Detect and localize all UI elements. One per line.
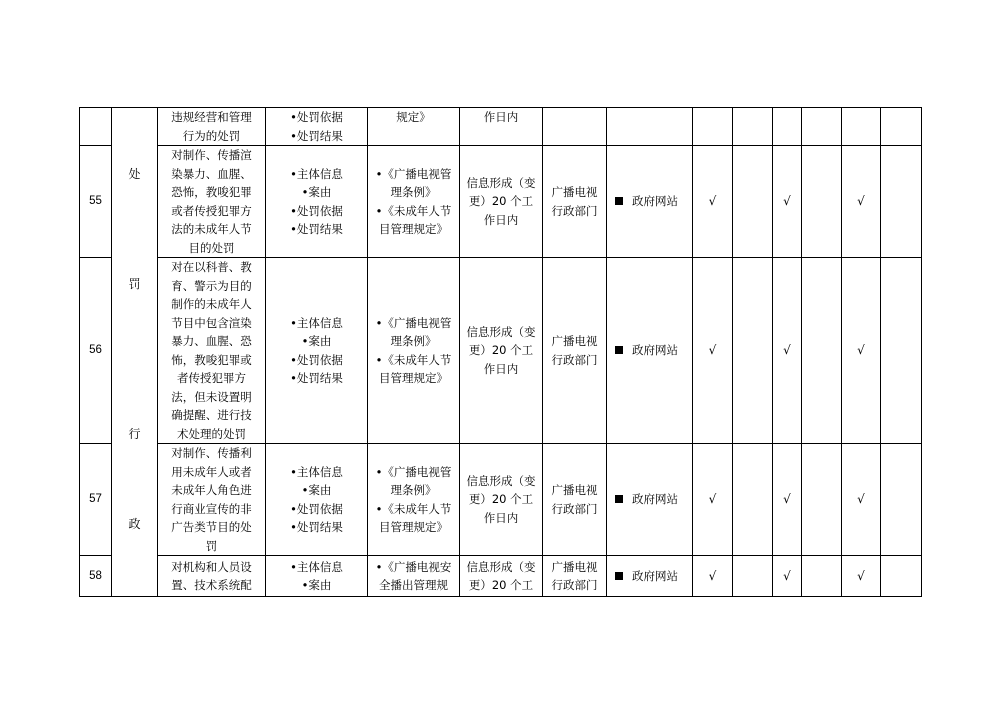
- check-cell: [842, 108, 881, 146]
- checkmark-icon: √: [783, 568, 791, 583]
- subject-line: 行政部门: [551, 352, 598, 367]
- content-line: •处罚依据: [290, 203, 343, 218]
- checkmark-icon: √: [708, 194, 717, 209]
- channel-label: 政府网站: [632, 568, 678, 583]
- content-line: •处罚结果: [290, 520, 343, 534]
- matter-line: 制作的未成年人: [171, 297, 252, 311]
- matter-line: 确提醒、进行技: [171, 408, 252, 422]
- time-line: 信息形成（变: [466, 175, 536, 190]
- content-line: •案由: [301, 578, 332, 592]
- check-cell: [842, 444, 881, 556]
- check-cell: [773, 444, 802, 556]
- table-row: [80, 108, 922, 146]
- matter-line: 对制作、传播渲: [171, 148, 252, 162]
- matter-line: 用未成年人或者: [171, 464, 252, 479]
- row-number: 55: [80, 146, 112, 258]
- checkmark-icon: √: [857, 194, 865, 209]
- matter-line: 恐怖，教唆犯罪: [171, 185, 252, 199]
- channel-label: 政府网站: [632, 492, 678, 507]
- check-cell: [733, 556, 773, 597]
- check-cell: [802, 108, 842, 146]
- matter-line: 染暴力、血腥、: [171, 166, 252, 181]
- check-cell: [881, 444, 922, 556]
- subject-cell: [543, 444, 607, 556]
- row-number: [80, 108, 112, 146]
- subject-line: 广播电视: [551, 185, 598, 199]
- check-cell: [802, 556, 842, 597]
- time-cell: [460, 146, 543, 258]
- time-cell: [460, 108, 543, 146]
- content-line: •主体信息: [290, 559, 343, 574]
- time-line: 作日内: [483, 361, 519, 376]
- content-line: •处罚依据: [290, 110, 343, 124]
- matter-line: 暴力、血腥、恐: [171, 334, 252, 348]
- content-line: •处罚结果: [290, 371, 343, 385]
- matter-line: 法的未成年人节: [171, 222, 252, 236]
- matter-line: 者传授犯罪方: [177, 371, 246, 385]
- content-line: •案由: [301, 334, 332, 348]
- checkmark-icon: √: [708, 343, 717, 358]
- checkmark-icon: √: [857, 343, 865, 358]
- time-cell: [460, 444, 543, 556]
- check-cell: [773, 556, 802, 597]
- matter-line: 置、技术系统配: [171, 578, 252, 592]
- basis-line: •《广播电视管: [375, 315, 452, 330]
- content-cell: [266, 108, 368, 146]
- channel-cell: [607, 258, 693, 444]
- time-line: 信息形成（变: [466, 559, 536, 574]
- matter-line: 育、警示为目的: [171, 278, 252, 293]
- subject-cell: [543, 556, 607, 597]
- check-cell: [693, 258, 733, 444]
- check-cell: [881, 108, 922, 146]
- row-number: 58: [80, 556, 112, 597]
- content-line: •处罚结果: [290, 128, 343, 143]
- table-row: [80, 444, 922, 556]
- basis-line: 理条例》: [390, 483, 437, 497]
- subject-line: 行政部门: [551, 501, 598, 516]
- channel-cell: [607, 556, 693, 597]
- checkmark-icon: √: [708, 568, 717, 583]
- matter-cell: [158, 258, 266, 444]
- check-cell: [842, 556, 881, 597]
- subject-cell: [543, 258, 607, 444]
- matter-line: 术处理的处罚: [177, 426, 246, 441]
- content-cell: [266, 258, 368, 444]
- subject-cell: [543, 146, 607, 258]
- matter-cell: [158, 108, 266, 146]
- table-row: [80, 146, 922, 258]
- disclosure-table: [79, 107, 922, 597]
- square-bullet-icon: [615, 197, 623, 205]
- content-line: •处罚依据: [290, 501, 343, 516]
- basis-cell: [368, 108, 460, 146]
- category-cell: [112, 108, 158, 597]
- category-char: 政: [128, 517, 141, 531]
- basis-line: 全播出管理规: [379, 578, 448, 592]
- check-cell: [773, 108, 802, 146]
- check-cell: [842, 146, 881, 258]
- basis-cell: [368, 444, 460, 556]
- check-cell: [693, 108, 733, 146]
- check-cell: [802, 146, 842, 258]
- content-cell: [266, 444, 368, 556]
- basis-line: •《未成年人节: [375, 501, 452, 516]
- content-cell: [266, 146, 368, 258]
- channel-label: 政府网站: [632, 343, 678, 358]
- check-cell: [802, 258, 842, 444]
- matter-line: 未成年人角色进: [171, 483, 252, 497]
- content-line: •案由: [301, 483, 332, 497]
- time-line: 作日内: [483, 212, 519, 227]
- subject-line: 行政部门: [551, 578, 598, 592]
- basis-line: 理条例》: [390, 185, 437, 199]
- check-cell: [881, 146, 922, 258]
- matter-line: 或者传授犯罪方: [171, 203, 252, 218]
- subject-line: 广播电视: [551, 483, 598, 497]
- channel-label: 政府网站: [632, 194, 678, 209]
- time-cell: [460, 258, 543, 444]
- matter-line: 罚: [205, 538, 218, 553]
- content-line: •主体信息: [290, 464, 343, 479]
- subject-line: 行政部门: [551, 203, 598, 218]
- basis-cell: [368, 258, 460, 444]
- matter-line: 法，但未设置明: [171, 389, 252, 404]
- content-line: •主体信息: [290, 166, 343, 181]
- square-bullet-icon: [615, 346, 623, 354]
- table-row: [80, 556, 922, 597]
- basis-line: 目管理规定》: [379, 520, 448, 534]
- check-cell: [733, 146, 773, 258]
- basis-line: •《广播电视管: [375, 464, 452, 479]
- content-line: •处罚依据: [290, 352, 343, 367]
- time-line: 更）20 个工: [468, 492, 534, 507]
- time-line: 更）20 个工: [468, 343, 534, 358]
- checkmark-icon: √: [857, 568, 865, 583]
- square-bullet-icon: [615, 572, 623, 580]
- matter-line: 违规经营和管理: [171, 110, 252, 124]
- matter-cell: [158, 556, 266, 597]
- time-line: 更）20 个工: [468, 194, 534, 209]
- basis-line: 规定》: [396, 110, 431, 124]
- category-char: 处: [128, 167, 141, 181]
- check-cell: [693, 146, 733, 258]
- check-cell: [693, 556, 733, 597]
- basis-cell: [368, 556, 460, 597]
- check-cell: [733, 108, 773, 146]
- category-char: 罚: [128, 277, 141, 291]
- matter-cell: [158, 444, 266, 556]
- table-row: [80, 258, 922, 444]
- subject-cell: [543, 108, 607, 146]
- matter-cell: [158, 146, 266, 258]
- basis-line: •《未成年人节: [375, 352, 452, 367]
- matter-line: 广告类节目的处: [171, 520, 252, 534]
- channel-cell: [607, 146, 693, 258]
- time-line: 作日内: [483, 510, 519, 525]
- checkmark-icon: √: [857, 492, 865, 507]
- check-cell: [842, 258, 881, 444]
- channel-cell: [607, 108, 693, 146]
- basis-line: •《广播电视安: [375, 559, 452, 574]
- check-cell: [733, 444, 773, 556]
- checkmark-icon: √: [708, 492, 717, 507]
- time-cell: [460, 556, 543, 597]
- checkmark-icon: √: [783, 492, 791, 507]
- check-cell: [881, 556, 922, 597]
- matter-line: 行为的处罚: [182, 128, 241, 143]
- matter-line: 目的处罚: [188, 240, 235, 255]
- matter-line: 对制作、传播利: [171, 446, 252, 460]
- checkmark-icon: √: [783, 343, 791, 358]
- basis-line: 目管理规定》: [379, 371, 448, 385]
- channel-cell: [607, 444, 693, 556]
- basis-cell: [368, 146, 460, 258]
- checkmark-icon: √: [783, 194, 791, 209]
- content-line: •案由: [301, 185, 332, 199]
- row-number: 57: [80, 444, 112, 556]
- time-line: 作日内: [483, 110, 519, 124]
- content-line: •处罚结果: [290, 222, 343, 236]
- basis-line: 理条例》: [390, 334, 437, 348]
- time-line: 信息形成（变: [466, 324, 536, 339]
- matter-line: 对机构和人员设: [171, 559, 252, 574]
- time-line: 更）20 个工: [468, 578, 534, 592]
- subject-line: 广播电视: [551, 334, 598, 348]
- check-cell: [773, 258, 802, 444]
- basis-line: •《未成年人节: [375, 203, 452, 218]
- check-cell: [881, 258, 922, 444]
- check-cell: [733, 258, 773, 444]
- basis-line: •《广播电视管: [375, 166, 452, 181]
- content-cell: [266, 556, 368, 597]
- check-cell: [773, 146, 802, 258]
- matter-line: 行商业宣传的非: [171, 501, 252, 516]
- matter-line: 怖，教唆犯罪或: [171, 352, 252, 367]
- matter-line: 对在以科普、教: [171, 260, 252, 274]
- matter-line: 节目中包含渲染: [171, 315, 252, 330]
- subject-line: 广播电视: [551, 559, 598, 574]
- content-line: •主体信息: [290, 315, 343, 330]
- basis-line: 目管理规定》: [379, 222, 448, 236]
- check-cell: [693, 444, 733, 556]
- square-bullet-icon: [615, 495, 623, 503]
- check-cell: [802, 444, 842, 556]
- category-char: 行: [128, 427, 141, 441]
- time-line: 信息形成（变: [466, 473, 536, 488]
- row-number: 56: [80, 258, 112, 444]
